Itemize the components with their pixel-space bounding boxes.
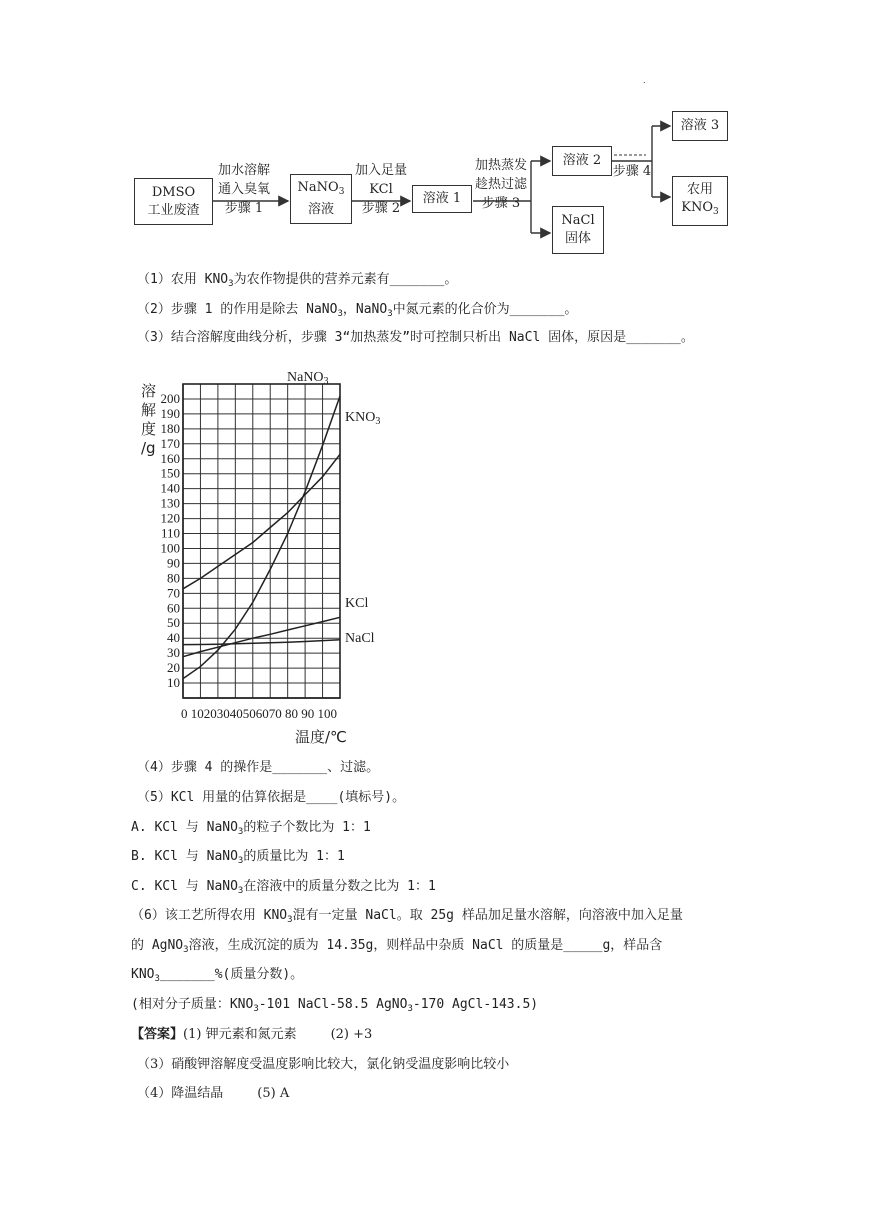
page-dot: . [643,76,646,85]
answer-5: (5) A [257,1086,290,1101]
series-label: NaCl [345,631,375,646]
solution3-label: 溶液 3 [680,118,720,133]
y-tick-label: 30 [167,645,180,661]
y-tick-label: 10 [167,675,180,691]
step3-above-2: 趁热过滤 [474,177,527,192]
question-6-line2: 的 AgNO$_3$溶液，生成沉淀的质为 14.35g，则样品中杂质 NaCl 的质量是_____g，样品含 [131,938,663,955]
waste-label: 工业废渣 [147,202,200,218]
y-axis-label-char: 解 [141,401,157,419]
question-5: （5）KCl 用量的估算依据是____(填标号)。 [137,790,406,805]
y-tick-label: 40 [167,630,180,646]
y-axis-label-char: /g [141,439,156,457]
answer-2: (2) +3 [330,1027,373,1042]
y-tick-label: 150 [160,465,180,481]
y-tick-label: 180 [160,420,180,436]
chart-series [183,396,340,679]
y-tick-label: 130 [160,495,180,511]
y-tick-label: 190 [160,405,180,421]
y-tick-label: 160 [160,450,180,466]
y-tick-label: 140 [160,480,180,496]
nano3-formula: NaNO$_3$ [297,180,345,197]
y-tick-label: 170 [160,435,180,451]
series-label: $KNO_3$ [345,410,381,427]
chart-grid [183,384,340,698]
answer-4: （4）降温结晶 [137,1086,224,1101]
step2-below: 步骤 2 [361,201,401,216]
y-tick-label: 100 [160,540,180,556]
step1-below: 步骤 1 [224,201,264,216]
step3-above-1: 加热蒸发 [474,158,527,173]
step4-text: 步骤 4 [612,164,652,179]
y-tick-label: 120 [160,510,180,526]
x-tick-labels: 0 10203040506070 80 90 100 [181,706,337,721]
series-label: KCl [345,596,369,611]
question-6-line1: （6）该工艺所得农用 $KNO_3$混有一定量 NaCl。取 25g 样品加足量水溶解，向溶液中加入足量 [131,908,683,925]
molar-mass-note: (相对分子质量：$KNO_3-101$ NaCl-58.5 AgNO$_3$-170 AgCl-143.5) [131,997,539,1014]
nano3-solution-label: 溶液 [307,202,334,217]
option-c: C. KCl 与 NaNO$_3$在溶液中的质量分数之比为 1：1 [131,879,436,896]
kno3-formula: $KNO_3$ [681,200,719,217]
question-2: （2）步骤 1 的作用是除去 NaNO$_3$，NaNO$_3$中氮元素的化合价为_______。 [137,302,578,319]
question-3: （3）结合溶解度曲线分析，步骤 3“加热蒸发”时可控制只析出 NaCl 固体，原因是_______。 [137,330,694,345]
x-axis-label: 温度/℃ [295,728,347,746]
answer-line-1 [131,1025,372,1045]
y-axis-label-char: 溶 [141,382,157,400]
chart-frame [183,384,340,698]
agri-label: 农用 [686,182,713,197]
option-b: B. KCl 与 NaNO$_3$的质量比为 1：1 [131,849,345,866]
answer-1: (1) 钾元素和氮元素 [183,1027,297,1042]
chart-text [141,370,380,746]
y-tick-label: 110 [160,525,180,541]
y-tick-label: 70 [167,585,180,601]
question-6-line3: $KNO_3\_\_\_\_\_\_\_\%$(质量分数)。 [131,967,304,984]
question-1: （1）农用 $KNO_3$为农作物提供的营养元素有_______。 [137,272,458,289]
step1-above-1: 加水溶解 [217,163,270,178]
step3-below: 步骤 3 [481,196,521,211]
solid-label: 固体 [564,231,591,246]
dmso-label: DMSO [151,184,196,200]
series-line-nano [183,454,340,589]
option-a: A. KCl 与 NaNO$_3$的粒子个数比为 1：1 [131,820,371,837]
y-tick-label: 20 [167,660,180,676]
answer-tag: 【答案】 [131,1027,184,1042]
series-label: NaNO$_3$ [287,370,329,387]
nacl-label: NaCl [561,213,595,228]
step2-above-2: KCl [369,182,393,197]
y-tick-label: 50 [167,615,180,631]
question-4: （4）步骤 4 的操作是_______、过滤。 [137,760,380,775]
solution1-label: 溶液 1 [422,191,462,206]
step2-above-1: 加入足量 [354,163,407,178]
step1-above-2: 通入臭氧 [217,182,270,197]
answer-3: （3）硝酸钾溶解度受温度影响比较大，氯化钠受温度影响比较小 [137,1057,510,1072]
y-tick-label: 90 [167,555,180,571]
y-axis-label-char: 度 [141,420,157,438]
answer-line-4 [137,1084,289,1104]
y-tick-label: 80 [167,570,180,586]
y-tick-label: 60 [167,600,180,616]
y-tick-label: 200 [160,390,180,406]
series-line-nacl [183,640,340,645]
solution2-label: 溶液 2 [562,153,602,168]
